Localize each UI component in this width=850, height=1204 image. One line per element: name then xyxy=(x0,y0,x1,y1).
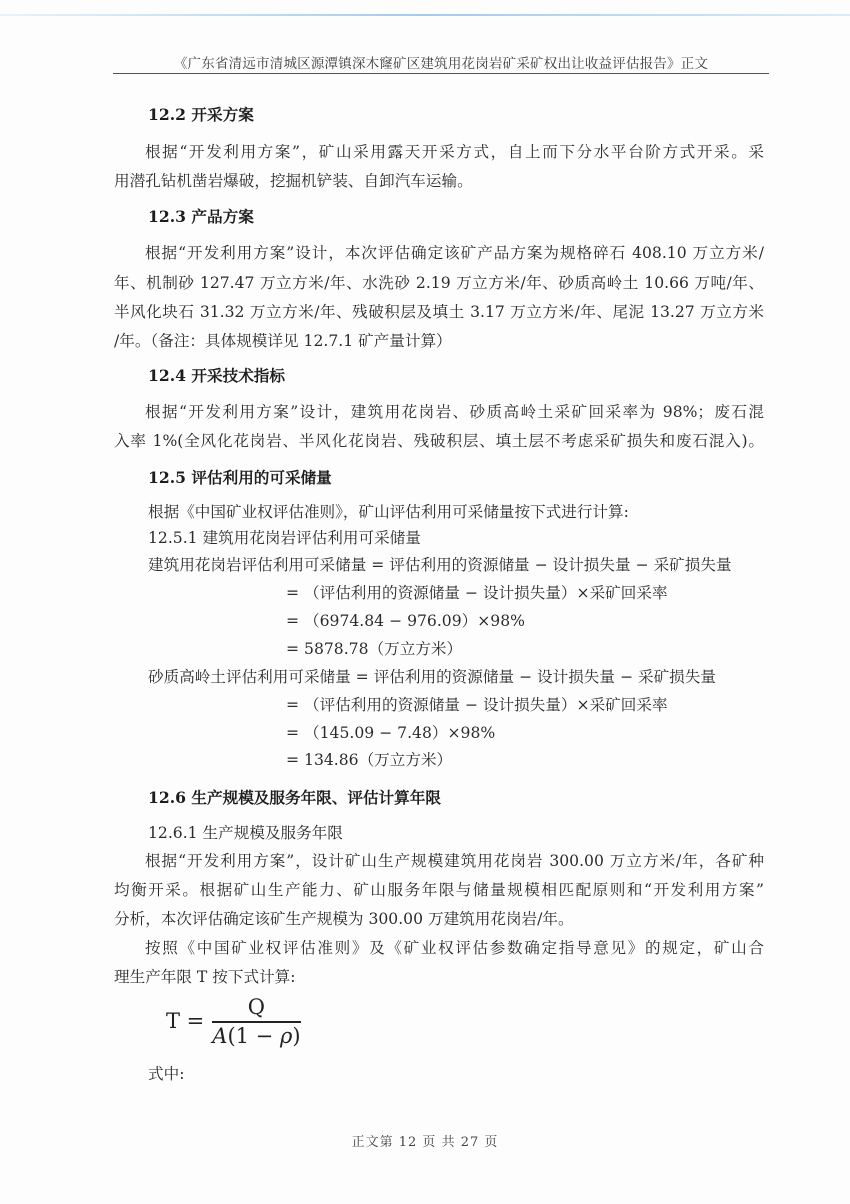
formula-numerator: Q xyxy=(247,995,265,1019)
scan-artifact-line xyxy=(0,14,850,16)
paragraph-line: 根据“开发利用方案”设计，本次评估确定该矿产品方案为规格碎石 408.10 万立方米/ xyxy=(145,244,764,262)
paragraph-line: 根据“开发利用方案”，设计矿山生产规模建筑用花岗岩 300.00 万立方米/年，各矿种 xyxy=(145,852,764,870)
formula-paren-open: (1 − xyxy=(227,1023,280,1048)
where-label: 式中: xyxy=(148,1065,185,1083)
section-heading-12-4: 12.4 开采技术指标 xyxy=(148,366,285,385)
paragraph-line: /年。（备注：具体规模详见 12.7.1 矿产量计算） xyxy=(114,332,452,350)
section-heading-12-3: 12.3 产品方案 xyxy=(148,207,254,226)
paragraph-line: 半风化块石 31.32 万立方米/年、残破积层及填土 3.17 万立方米/年、尾泥 13.27 万立方米 xyxy=(114,303,764,321)
granite-result: = 5878.78（万立方米） xyxy=(286,640,463,658)
granite-formula-line: 建筑用花岗岩评估利用可采储量 = 评估利用的资源储量 − 设计损失量 − 采矿损失量 xyxy=(148,556,732,574)
header-rule xyxy=(113,73,769,74)
section-heading-12-5: 12.5 评估利用的可采储量 xyxy=(148,468,332,487)
service-life-formula xyxy=(166,995,301,1048)
granite-formula-line: = （评估利用的资源储量 − 设计损失量）×采矿回采率 xyxy=(286,584,668,602)
paragraph-line: 年、机制砂 127.47 万立方米/年、水洗砂 2.19 万立方米/年、砂质高岭土 10.66 万吨/年、 xyxy=(114,274,764,292)
formula-paren-close: ) xyxy=(292,1023,301,1048)
formula-var-a: A xyxy=(212,1023,228,1048)
kaolin-formula-line: = （评估利用的资源储量 − 设计损失量）×采矿回采率 xyxy=(286,696,668,714)
formula-denominator xyxy=(212,1023,300,1048)
paragraph-line: 均衡开采。根据矿山生产能力、矿山服务年限与储量规模相匹配原则和“开发利用方案” xyxy=(114,881,764,899)
running-header: 《广东省清远市清城区源潭镇深木窿矿区建筑用花岗岩矿采矿权出让收益评估报告》正文 xyxy=(173,56,709,72)
kaolin-formula-line: = （145.09 − 7.48）×98% xyxy=(286,724,496,742)
paragraph-line: 用潜孔钻机凿岩爆破，挖掘机铲装、自卸汽车运输。 xyxy=(114,172,473,190)
paragraph-line: 根据“开发利用方案”，矿山采用露天开采方式，自上而下分水平台阶方式开采。采 xyxy=(145,143,764,161)
formula-lhs: T = xyxy=(166,1009,205,1034)
kaolin-formula-line: 砂质高岭土评估利用可采储量 = 评估利用的资源储量 − 设计损失量 − 采矿损失量 xyxy=(148,668,716,686)
section-heading-12-6: 12.6 生产规模及服务年限、评估计算年限 xyxy=(148,788,441,807)
granite-formula-line: = （6974.84 − 976.09）×98% xyxy=(286,612,525,630)
kaolin-result: = 134.86（万立方米） xyxy=(286,751,453,769)
subsection-heading-12-5-1: 12.5.1 建筑用花岗岩评估利用可采储量 xyxy=(148,529,421,547)
formula-var-rho: ρ xyxy=(279,1023,293,1048)
formula-fraction xyxy=(212,995,300,1048)
paragraph-line: 根据“开发利用方案”设计，建筑用花岗岩、砂质高岭土采矿回采率为 98%；废石混 xyxy=(145,403,764,421)
section-heading-12-2: 12.2 开采方案 xyxy=(148,105,254,124)
page-footer: 正文第 12 页 共 27 页 xyxy=(351,1135,499,1150)
paragraph-line: 理生产年限 T 按下式计算: xyxy=(114,968,296,986)
paragraph-line: 入率 1%(全风化花岗岩、半风化花岗岩、残破积层、填土层不考虑采矿损失和废石混入)。 xyxy=(114,432,764,450)
subsection-heading-12-6-1: 12.6.1 生产规模及服务年限 xyxy=(148,824,343,842)
paragraph-line: 根据《中国矿业权评估准则》，矿山评估利用可采储量按下式进行计算: xyxy=(148,503,629,521)
paragraph-line: 按照《中国矿业权评估准则》及《矿业权评估参数确定指导意见》的规定，矿山合 xyxy=(145,939,764,957)
paragraph-line: 分析，本次评估确定该矿生产规模为 300.00 万建筑用花岗岩/年。 xyxy=(114,910,574,928)
